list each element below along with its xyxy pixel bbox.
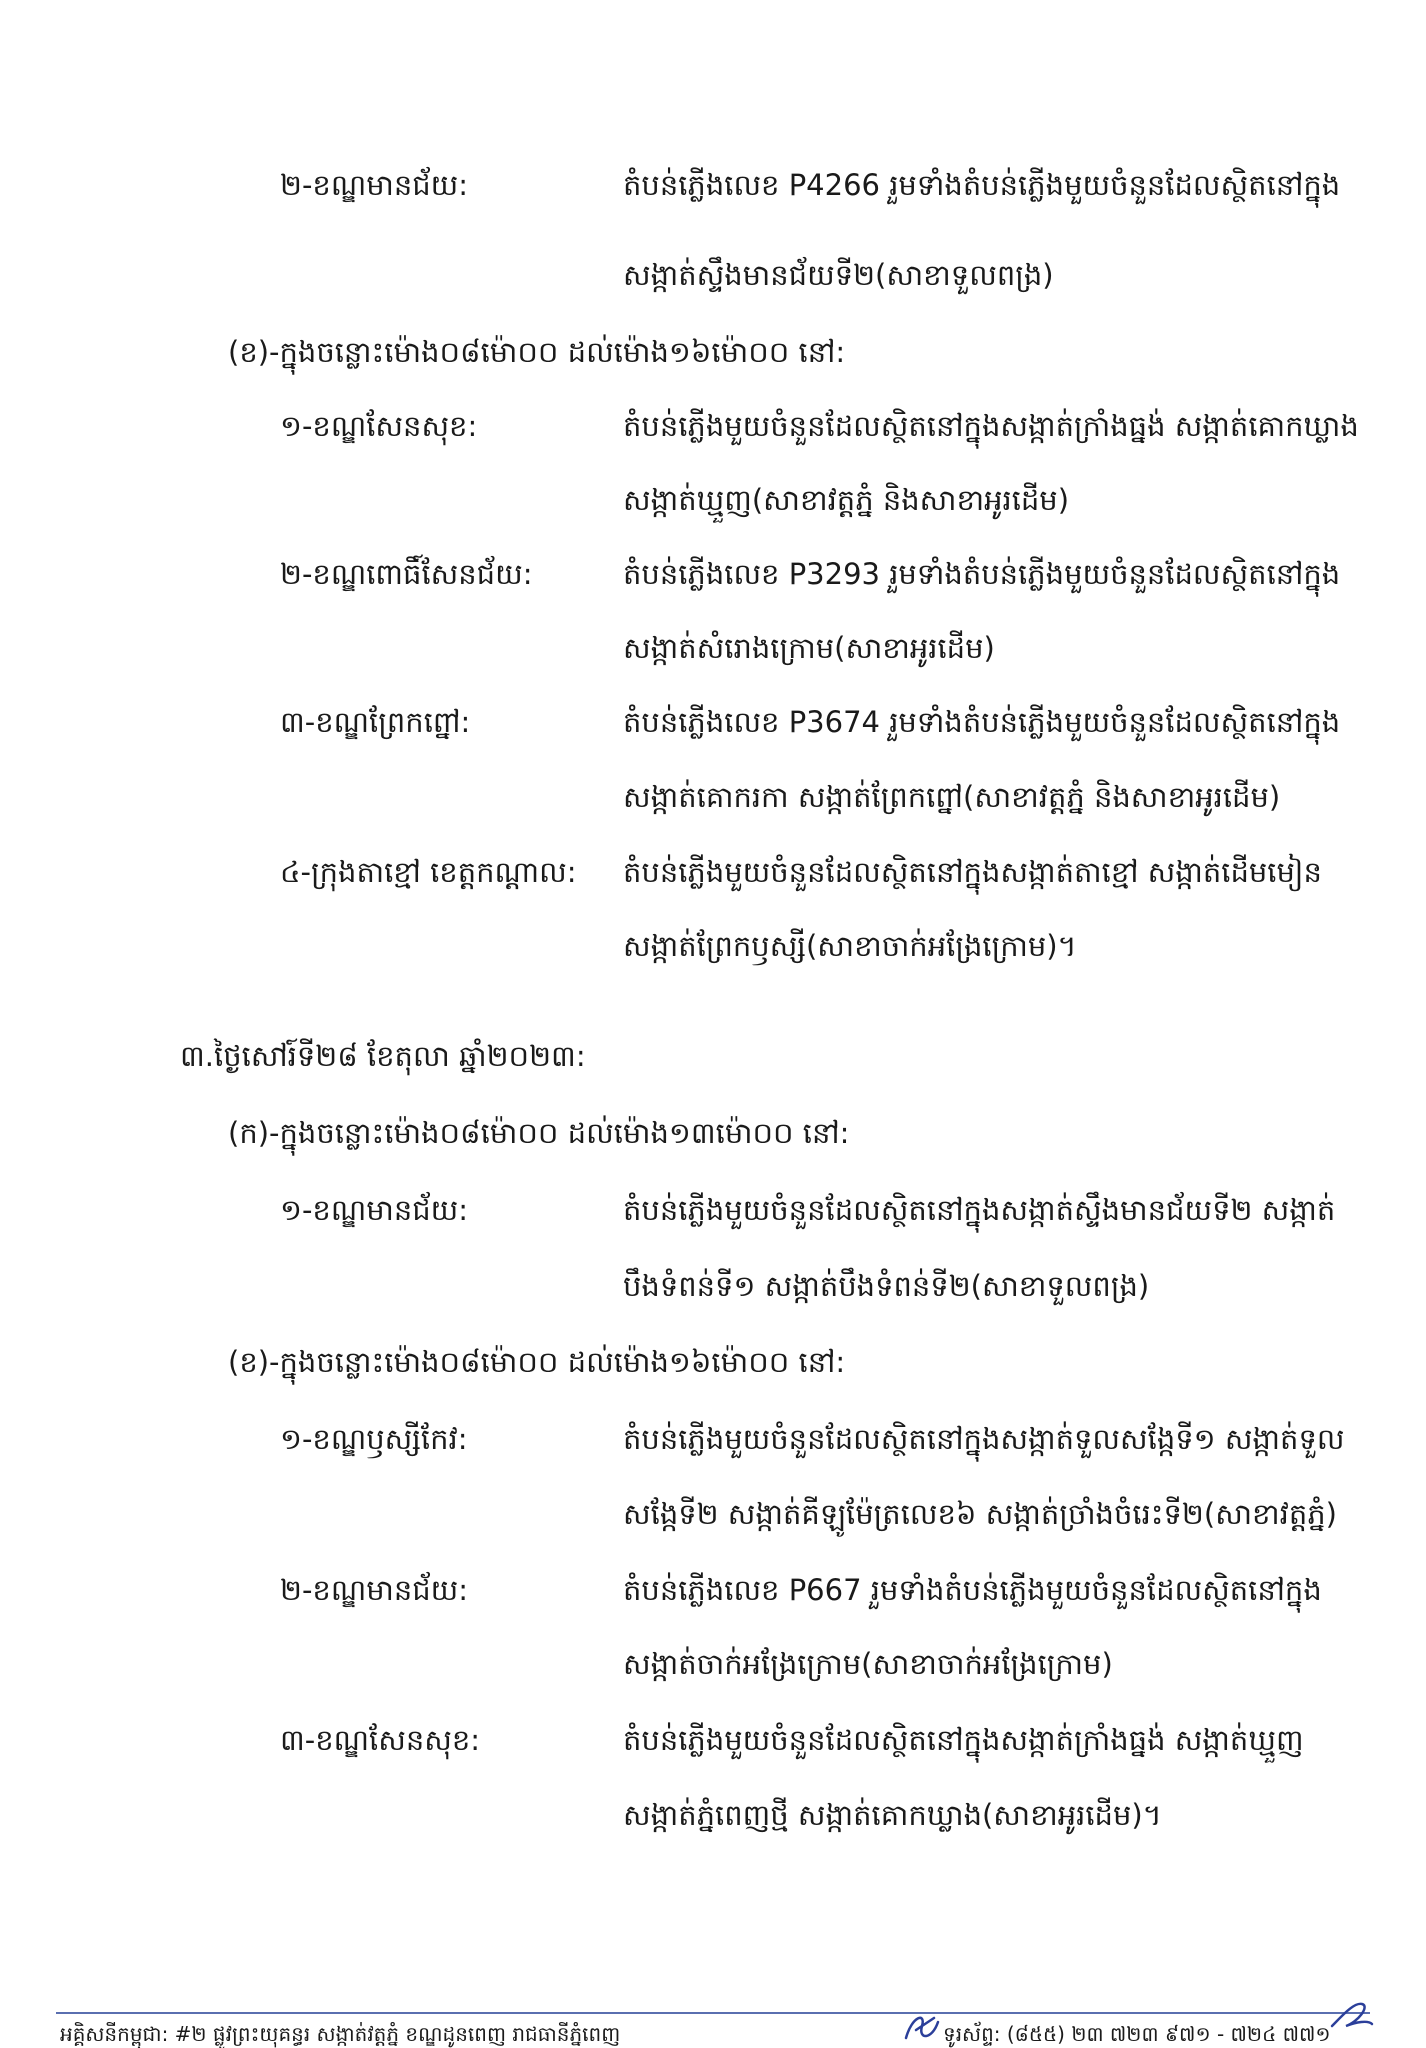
district-label: ២-ខណ្ឌមានជ័យ:: [280, 1573, 469, 1607]
area-description: តំបន់ភ្លើងមួយចំនួនដែលស្ថិតនៅក្នុងសង្កាត់តាខ្មៅ សង្កាត់ដើមមៀន: [623, 855, 1322, 889]
area-description: សង្កាត់សំរោងក្រោម(សាខាអូរដើម): [623, 631, 995, 665]
district-label: ៣-ខណ្ឌព្រែកព្នៅ:: [280, 705, 471, 739]
district-label: ២-ខណ្ឌមានជ័យ:: [280, 168, 469, 202]
area-description: សង្កាត់ស្ទឹងមានជ័យទី២(សាខាទួលពង្រ): [623, 258, 1054, 292]
time-range-heading: (ក)-ក្នុងចន្លោះម៉ោង០៨ម៉ោ០០ ដល់ម៉ោង១៣ម៉ោ០០ នៅ:: [228, 1116, 850, 1150]
area-description: តំបន់ភ្លើងមួយចំនួនដែលស្ថិតនៅក្នុងសង្កាត់ទួលសង្កែទី១ សង្កាត់ទួល: [623, 1422, 1345, 1456]
area-description: សង្កាត់ឃ្មួញ(សាខាវត្តភ្នំ និងសាខាអូរដើម): [623, 483, 1070, 517]
footer-phone: ទូរស័ព្ទ: (៨៥៥) ២៣ ៧២៣ ៩៧១ - ៧២៤ ៧៧១: [943, 2022, 1331, 2046]
area-description: តំបន់ភ្លើងមួយចំនួនដែលស្ថិតនៅក្នុងសង្កាត់ក្រាំងធ្នង់ សង្កាត់គោកឃ្លាង: [623, 409, 1359, 443]
area-description: តំបន់ភ្លើងលេខ P3293 រួមទាំងតំបន់ភ្លើងមួយចំនួនដែលស្ថិតនៅក្នុង: [623, 557, 1341, 591]
time-range-heading: (ខ)-ក្នុងចន្លោះម៉ោង០៨ម៉ោ០០ ដល់ម៉ោង១៦ម៉ោ០០ នៅ:: [228, 335, 846, 369]
footer-address: អគ្គិសនីកម្ពុជា: #២ ផ្លូវព្រះយុគន្ធរ សង្កាត់វត្តភ្នំ ខណ្ឌដូនពេញ រាជធានីភ្នំពេញ: [60, 2022, 621, 2046]
area-description: សង្កែទី២ សង្កាត់គីឡូម៉ែត្រលេខ៦ សង្កាត់ច្រាំងចំរេះទី២(សាខាវត្តភ្នំ): [623, 1497, 1337, 1531]
district-label: ៤-ក្រុងតាខ្មៅ ខេត្តកណ្ដាល:: [280, 855, 577, 889]
area-description: តំបន់ភ្លើងមួយចំនួនដែលស្ថិតនៅក្នុងសង្កាត់ស្ទឹងមានជ័យទី២ សង្កាត់: [623, 1193, 1336, 1227]
area-description: បឹងទំពន់ទី១ សង្កាត់បឹងទំពន់ទី២(សាខាទួលពង្រ): [623, 1269, 1150, 1303]
area-description: សង្កាត់ភ្នំពេញថ្មី សង្កាត់គោកឃ្លាង(សាខាអូរដើម)។: [623, 1798, 1162, 1832]
district-label: ១-ខណ្ឌមានជ័យ:: [280, 1193, 469, 1227]
initial-signature-icon: [902, 2010, 946, 2044]
area-description: តំបន់ភ្លើងមួយចំនួនដែលស្ថិតនៅក្នុងសង្កាត់ក្រាំងធ្នង់ សង្កាត់ឃ្មួញ: [623, 1723, 1304, 1757]
area-description: សង្កាត់ចាក់អង្រែក្រោម(សាខាចាក់អង្រែក្រោម): [623, 1647, 1113, 1681]
time-range-heading: (ខ)-ក្នុងចន្លោះម៉ោង០៨ម៉ោ០០ ដល់ម៉ោង១៦ម៉ោ០០ នៅ:: [228, 1345, 846, 1379]
area-description: សង្កាត់គោករកា សង្កាត់ព្រែកព្នៅ(សាខាវត្តភ្នំ និងសាខាអូរដើម): [623, 780, 1281, 814]
district-label: ៣-ខណ្ឌសែនសុខ:: [280, 1723, 481, 1757]
footer-divider: [56, 2012, 1370, 2014]
district-label: ១-ខណ្ឌឫស្សីកែវ:: [280, 1422, 468, 1456]
district-label: ២-ខណ្ឌពោធិ៍សែនជ័យ:: [280, 557, 533, 591]
area-description: តំបន់ភ្លើងលេខ P3674 រួមទាំងតំបន់ភ្លើងមួយចំនួនដែលស្ថិតនៅក្នុង: [623, 705, 1341, 739]
district-label: ១-ខណ្ឌសែនសុខ:: [280, 409, 478, 443]
area-description: តំបន់ភ្លើងលេខ P4266 រួមទាំងតំបន់ភ្លើងមួយចំនួនដែលស្ថិតនៅក្នុង: [623, 168, 1341, 202]
area-description: តំបន់ភ្លើងលេខ P667 រួមទាំងតំបន់ភ្លើងមួយចំនួនដែលស្ថិតនៅក្នុង: [623, 1573, 1322, 1607]
area-description: សង្កាត់ព្រែកឫស្សី(សាខាចាក់អង្រែក្រោម)។: [623, 929, 1077, 963]
initial-signature-icon: [1328, 1996, 1374, 2032]
day-heading: ៣.ថ្ងៃសៅរ៍ទី២៨ ខែតុលា ឆ្នាំ២០២៣:: [180, 1039, 586, 1073]
